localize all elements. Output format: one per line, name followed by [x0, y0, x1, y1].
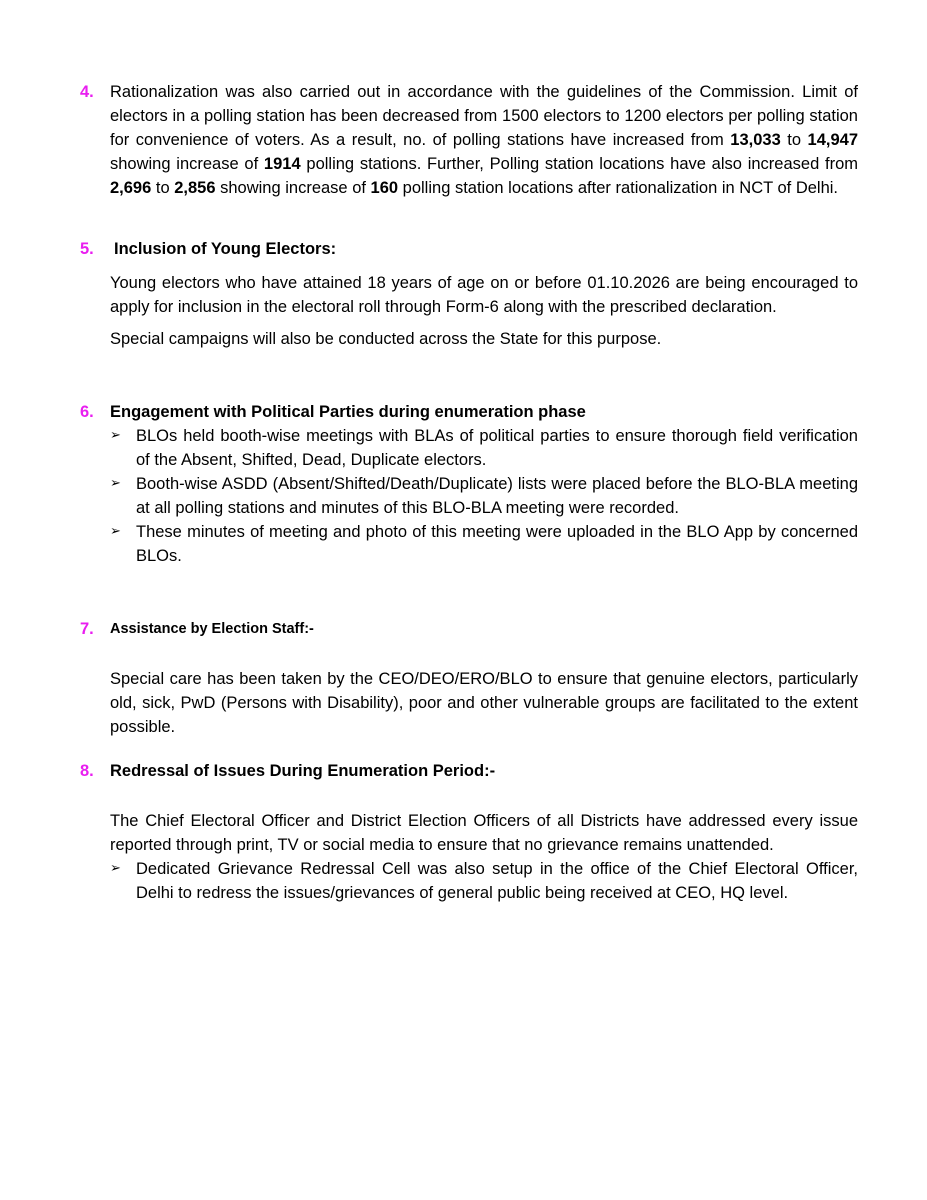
- stat-locations-before: 2,696: [110, 179, 152, 197]
- section-8: [80, 759, 858, 905]
- stat-polling-stations-before: 13,033: [730, 131, 781, 149]
- bullet-list: [110, 857, 858, 905]
- section-paragraph: Young electors who have attained 18 years of age on or before 01.10.2026 are being encouraged to apply for inclusion in the electoral roll through Form-6 along with the prescribed declaration.: [110, 274, 858, 316]
- section-paragraph: The Chief Electoral Officer and District Election Officers of all Districts have addressed every issue reported through print, TV or social media to ensure that no grievance remains unattended.: [110, 812, 858, 854]
- list-item: ➢ BLOs held booth-wise meetings with BLAs of political parties to ensure thorough field verification of the Absent, Shifted, Dead, Duplicate electors.: [110, 424, 858, 472]
- bullet-list: [110, 424, 858, 568]
- list-item: ➢ Booth-wise ASDD (Absent/Shifted/Death/Duplicate) lists were placed before the BLO-BLA meeting at all polling stations and minutes of this BLO-BLA meeting were recorded.: [110, 472, 858, 520]
- arrow-bullet-icon: ➢: [110, 861, 121, 876]
- section-number: 6.: [80, 403, 94, 421]
- section-heading: Redressal of Issues During Enumeration Period:-: [110, 762, 496, 780]
- list-item: ➢ Dedicated Grievance Redressal Cell was also setup in the office of the Chief Electoral Officer, Delhi to redress the issues/grievances of general public being received at CEO, HQ level.: [110, 857, 858, 905]
- arrow-bullet-icon: ➢: [110, 524, 121, 539]
- section-number: 7.: [80, 620, 94, 638]
- section-paragraph: Special care has been taken by the CEO/DEO/ERO/BLO to ensure that genuine electors, particularly old, sick, PwD (Persons with Disability), poor and other vulnerable groups are facilitated to the extent possible.: [110, 670, 858, 736]
- section-number: 4.: [80, 83, 94, 101]
- section-7: [80, 617, 858, 739]
- section-heading: Assistance by Election Staff:-: [110, 621, 314, 637]
- section-5: [80, 237, 858, 351]
- stat-locations-after: 2,856: [174, 179, 216, 197]
- stat-polling-stations-increase: 1914: [263, 155, 301, 173]
- section-number: 8.: [80, 762, 94, 780]
- arrow-bullet-icon: ➢: [110, 428, 121, 443]
- stat-locations-increase: 160: [370, 179, 399, 197]
- section-4-paragraph: Rationalization was also carried out in accordance with the guidelines of the Commission. Limit of electors in a polling station has been decreased from 1500 electors to 1200 electors per polling station for convenience of voters. As a result, no. of polling stations have increased from 13,033 to 14,947 showing increase of 1914 polling stations. Further, Polling station locations have also increased from 2,696 to 2,856 showing increase of 160 polling station locations after rationalization in NCT of Delhi.: [110, 83, 859, 197]
- section-4: [80, 80, 858, 200]
- section-6: [80, 400, 858, 568]
- section-number: 5.: [80, 240, 94, 258]
- arrow-bullet-icon: ➢: [110, 476, 121, 491]
- list-item: ➢ These minutes of meeting and photo of this meeting were uploaded in the BLO App by concerned BLOs.: [110, 520, 858, 568]
- section-heading: Inclusion of Young Electors:: [114, 240, 337, 258]
- stat-polling-stations-after: 14,947: [807, 131, 859, 149]
- section-heading: Engagement with Political Parties during enumeration phase: [110, 403, 586, 421]
- section-paragraph: Special campaigns will also be conducted across the State for this purpose.: [110, 330, 662, 348]
